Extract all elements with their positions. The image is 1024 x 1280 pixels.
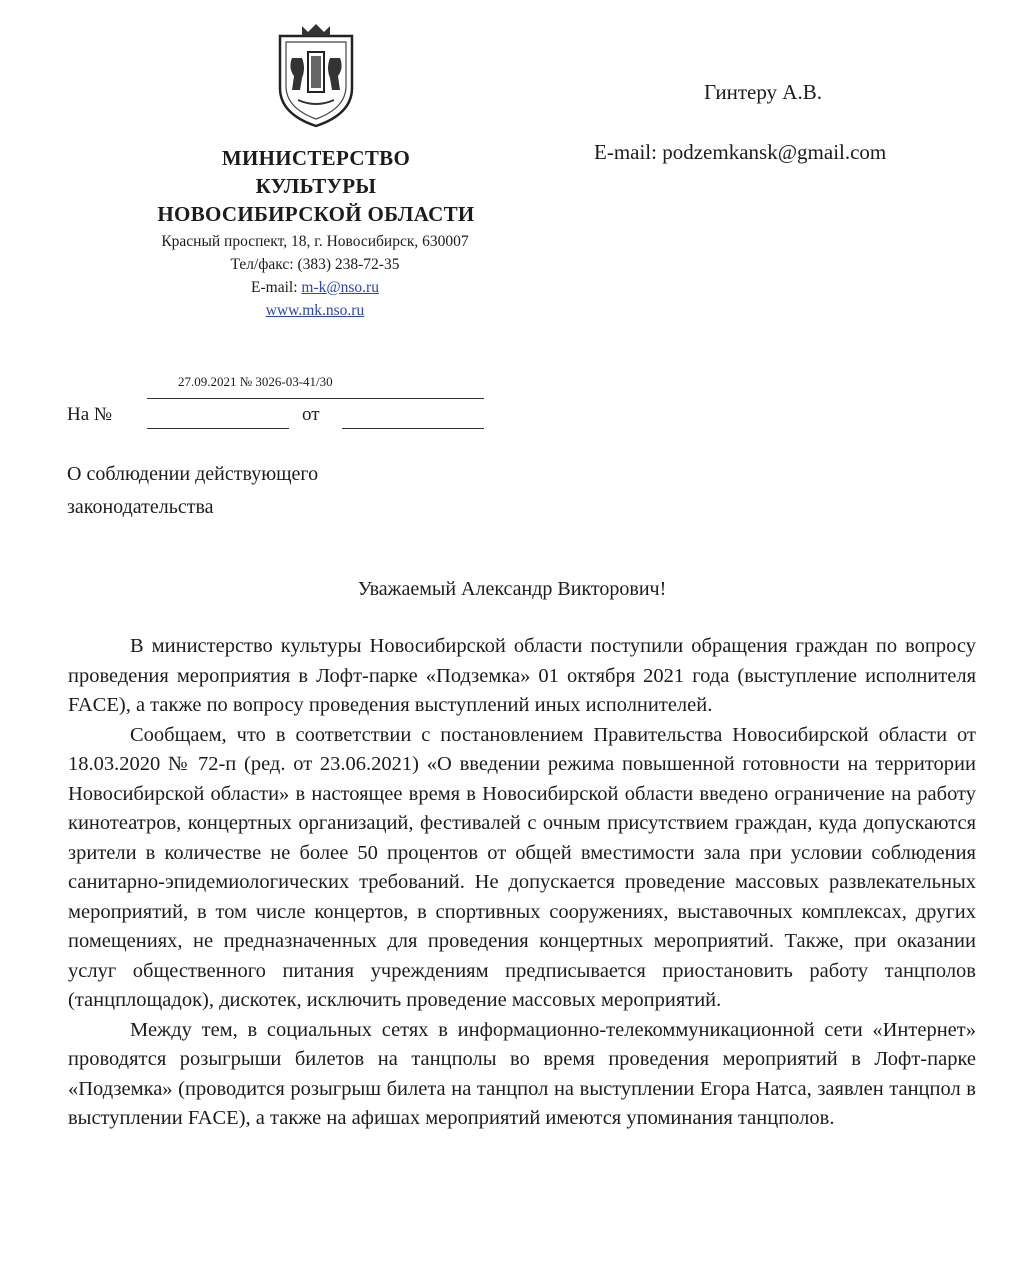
body-paragraph: Сообщаем, что в соответствии с постановлением Правительства Новосибирской области от 18.03.2020 № 72-п (ред. от 23.06.2021) «О введении режима повышенной готовности на территории Новосибирской области» в настоящее время в Новосибирской области введено ограничение на работу кинотеатров, концертных организаций, фестивалей с очным присутствием граждан, куда допускаются зрители в количестве не более 50 процентов от общей вместимости зала при условии соблюдения санитарно-эпидемиологических требований. Не допускается проведение массовых развлекательных мероприятий, в том числе концертов, в спортивных сооружениях, выставочных комплексах, других помещениях, не предназначенных для проведения концертных мероприятий. Также, при оказании услуг общественного питания учреждениям предписывается приостановить работу танцполов (танцплощадок), дискотек, исключить проведение массовых мероприятий. [68,723,976,1011]
letter-body [68,632,976,1134]
body-paragraph: Между тем, в социальных сетях в информационно-телекоммуникационной сети «Интернет» проводятся розыгрыши билетов на танцполы во время проведения мероприятий в Лофт-парке «Подземка» (проводится розыгрыш билета на танцпол на выступлении Егора Натса, заявлен танцпол в выступлении FACE), а также на афишах мероприятий имеются упоминания танцполов. [68,1018,976,1129]
ministry-website-link[interactable]: www.mk.nso.ru [265,302,365,319]
ministry-line: МИНИСТЕРСТВО [221,146,411,170]
ministry-line: НОВОСИБИРСКОЙ ОБЛАСТИ [157,202,475,226]
ministry-line: КУЛЬТУРЫ [255,174,377,198]
body-paragraph: В министерство культуры Новосибирской области поступили обращения граждан по вопросу проведения мероприятия в Лофт-парке «Подземка» 01 октября 2021 года (выступление исполнителя FACE), а также по вопросу проведения выступлений иных исполнителей. [68,635,976,716]
recipient-email: E-mail: podzemkansk@gmail.com [594,140,887,164]
recipient-name: Гинтеру А.В. [704,80,822,104]
subject-line: О соблюдении действующего [67,463,319,485]
subject-line: законодательства [67,496,214,518]
ref-number-line [147,428,289,429]
ref-number-label: На № [67,404,113,425]
email-label: E-mail: [251,279,298,296]
ref-date-label: от [302,404,320,425]
ministry-phone: Тел/факс: (383) 238-72-35 [230,256,400,273]
ministry-name [110,144,522,228]
letter-greeting: Уважаемый Александр Викторович! [357,578,667,600]
registration-stamp: 27.09.2021 № 3026-03-41/30 [178,374,333,389]
ministry-email-link[interactable]: m-k@nso.ru [301,279,379,296]
ref-date-line [342,428,484,429]
letter-subject [67,458,318,524]
coat-of-arms-emblem [272,18,360,130]
ministry-email-row [105,276,525,299]
ministry-contacts [105,230,525,322]
registration-line [147,398,484,399]
ministry-address: Красный проспект, 18, г. Новосибирск, 630007 [161,233,469,250]
